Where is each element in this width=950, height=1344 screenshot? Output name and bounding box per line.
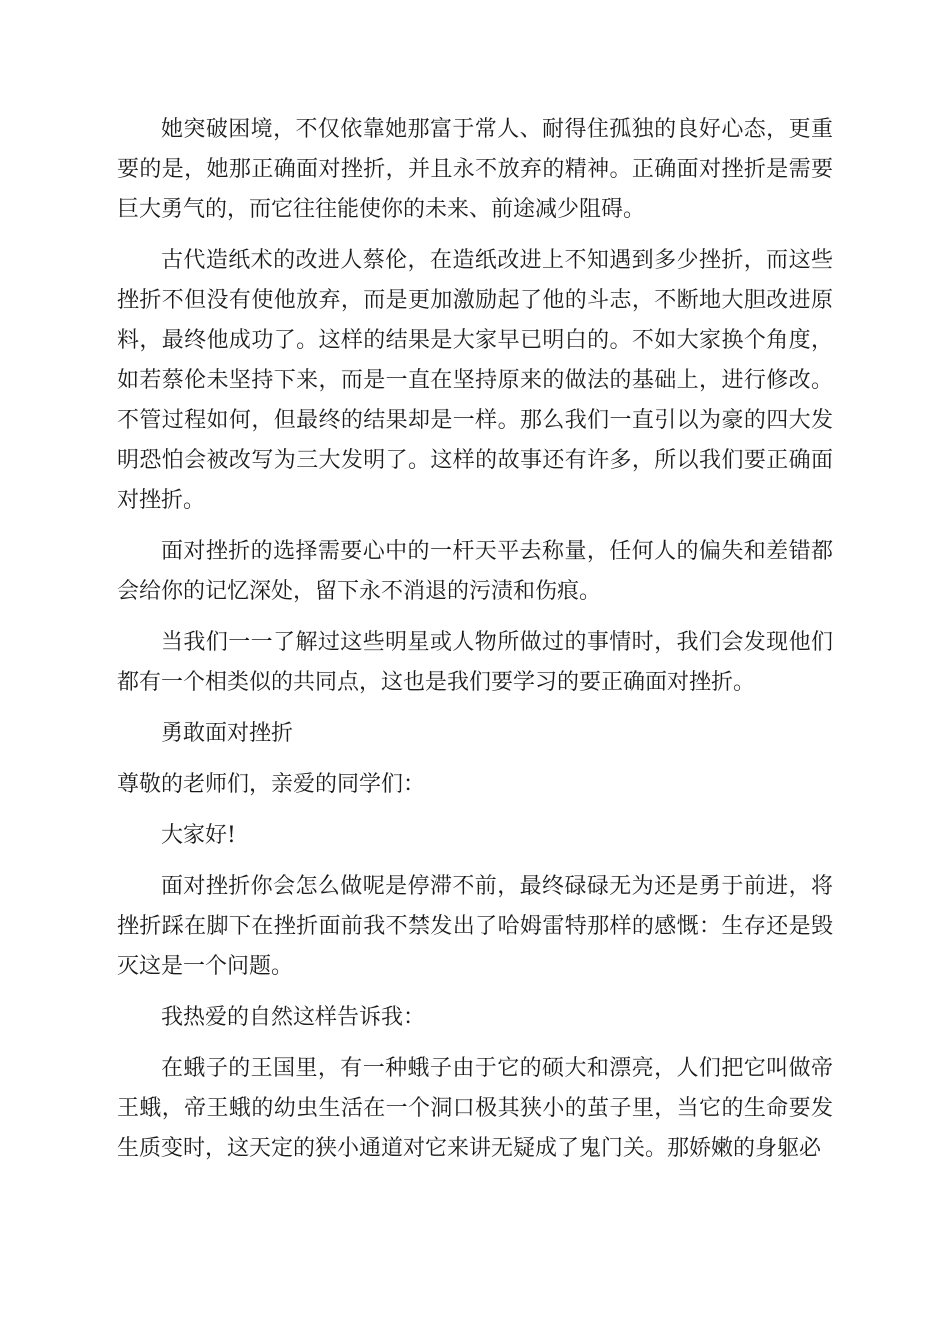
greeting: 大家好! — [161, 823, 236, 848]
paragraph: 古代造纸术的改进人蔡伦，在造纸改进上不知遇到多少挫折，而这些挫折不但没有使他放弃，而是更加激励起了他的斗志，不断地大胆改进原料，最终他成功了。这样的结果是大家早已明白的。不如大家换个角度，如若蔡伦未坚持下来，而是一直在坚持原来的做法的基础上，进行修改。不管过程如何，但最终的结果却是一样。那么我们一直引以为豪的四大发明恐怕会被改写为三大发明了。这样的故事还有许多，所以我们要正确面对挫折。 — [117, 248, 833, 513]
paragraph: 她突破困境，不仅依靠她那富于常人、耐得住孤独的良好心态，更重要的是，她那正确面对挫折，并且永不放弃的精神。正确面对挫折是需要巨大勇气的，而它往往能使你的未来、前途减少阻碍。 — [117, 117, 833, 222]
paragraph: 在蛾子的王国里，有一种蛾子由于它的硕大和漂亮，人们把它叫做帝王蛾，帝王蛾的幼虫生活在一个洞口极其狭小的茧子里，当它的生命要发生质变时，这天定的狭小通道对它来讲无疑成了鬼门关。那娇嫩的身躯必 — [117, 1056, 833, 1161]
paragraph: 面对挫折你会怎么做呢是停滞不前，最终碌碌无为还是勇于前进，将挫折踩在脚下在挫折面前我不禁发出了哈姆雷特那样的感慨：生存还是毁灭这是一个问题。 — [117, 874, 833, 979]
paragraph: 面对挫折的选择需要心中的一杆天平去称量，任何人的偏失和差错都会给你的记忆深处，留下永不消退的污渍和伤痕。 — [117, 539, 833, 604]
document-body — [117, 110, 833, 1180]
salutation: 尊敬的老师们，亲爱的同学们： — [117, 772, 426, 797]
section-title: 勇敢面对挫折 — [161, 721, 294, 746]
paragraph: 我热爱的自然这样告诉我： — [161, 1005, 426, 1030]
paragraph: 当我们一一了解过这些明星或人物所做过的事情时，我们会发现他们都有一个相类似的共同点，这也是我们要学习的要正确面对挫折。 — [117, 630, 833, 695]
